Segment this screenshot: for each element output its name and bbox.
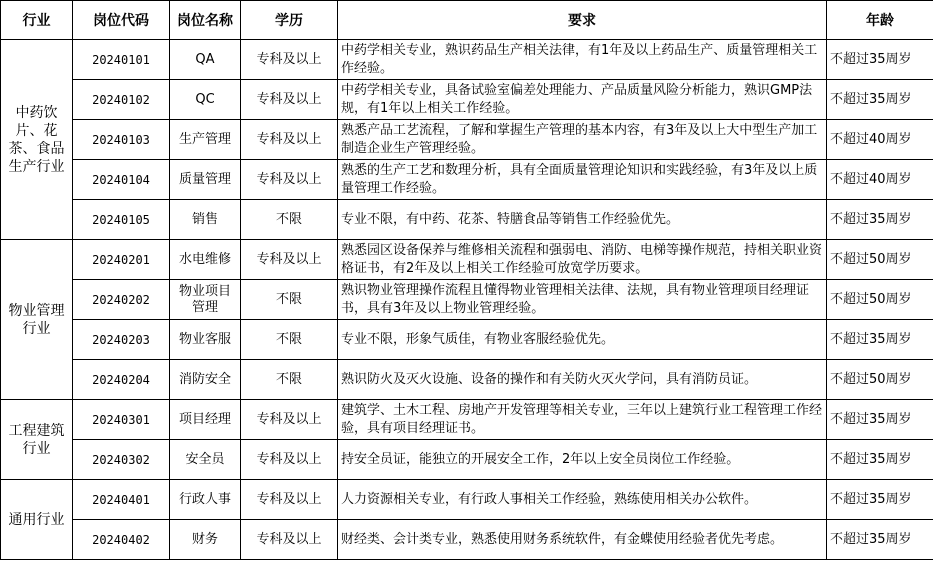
age-cell: 不超过50周岁 [827,240,933,280]
position-name-cell: QC [170,80,241,120]
header-education: 学历 [241,1,338,40]
table-row [1,480,933,520]
age-cell: 不超过50周岁 [827,360,933,400]
position-name-cell: 质量管理 [170,160,241,200]
education-cell: 不限 [241,280,338,320]
table-row [1,400,933,440]
age-cell: 不超过40周岁 [827,120,933,160]
table-body [1,40,933,560]
age-cell: 不超过35周岁 [827,520,933,560]
age-cell: 不超过35周岁 [827,80,933,120]
education-cell: 专科及以上 [241,520,338,560]
position-code-cell: 20240202 [73,280,170,320]
requirement-cell: 熟悉园区设备保养与维修相关流程和强弱电、消防、电梯等操作规范，持相关职业资格证书，有2年及以上相关工作经验可放宽学历要求。 [338,240,827,280]
education-cell: 专科及以上 [241,400,338,440]
education-cell: 专科及以上 [241,80,338,120]
age-cell: 不超过35周岁 [827,320,933,360]
table-row [1,440,933,480]
position-code-cell: 20240105 [73,200,170,240]
position-code-cell: 20240401 [73,480,170,520]
position-name-cell: 消防安全 [170,360,241,400]
position-name-cell: QA [170,40,241,80]
header-requirement: 要求 [338,1,827,40]
education-cell: 专科及以上 [241,440,338,480]
age-cell: 不超过35周岁 [827,200,933,240]
header-industry: 行业 [1,1,73,40]
age-cell: 不超过40周岁 [827,160,933,200]
education-cell: 专科及以上 [241,120,338,160]
position-code-cell: 20240201 [73,240,170,280]
header-row [1,1,933,40]
table-row [1,200,933,240]
table-row [1,360,933,400]
header-age: 年龄 [827,1,933,40]
requirement-cell: 中药学相关专业，熟识药品生产相关法律，有1年及以上药品生产、质量管理相关工作经验。 [338,40,827,80]
education-cell: 不限 [241,320,338,360]
age-cell: 不超过35周岁 [827,40,933,80]
position-name-cell: 生产管理 [170,120,241,160]
education-cell: 专科及以上 [241,240,338,280]
position-code-cell: 20240104 [73,160,170,200]
requirement-cell: 熟悉的生产工艺和数理分析，具有全面质量管理论知识和实践经验，有3年及以上质量管理工作经验。 [338,160,827,200]
position-name-cell: 行政人事 [170,480,241,520]
industry-cell: 物业管理行业 [1,240,73,400]
header-code: 岗位代码 [73,1,170,40]
requirement-cell: 建筑学、土木工程、房地产开发管理等相关专业，三年以上建筑行业工程管理工作经验，具有项目经理证书。 [338,400,827,440]
requirement-cell: 财经类、会计类专业，熟悉使用财务系统软件，有金蝶使用经验者优先考虑。 [338,520,827,560]
position-code-cell: 20240402 [73,520,170,560]
position-code-cell: 20240204 [73,360,170,400]
table-row [1,160,933,200]
position-name-cell: 财务 [170,520,241,560]
requirement-cell: 专业不限，有中药、花茶、特膳食品等销售工作经验优先。 [338,200,827,240]
position-code-cell: 20240101 [73,40,170,80]
table-row [1,280,933,320]
position-name-cell: 项目经理 [170,400,241,440]
education-cell: 专科及以上 [241,40,338,80]
age-cell: 不超过35周岁 [827,400,933,440]
industry-cell: 工程建筑行业 [1,400,73,480]
requirement-cell: 熟悉产品工艺流程，了解和掌握生产管理的基本内容，有3年及以上大中型生产加工制造企业生产管理经验。 [338,120,827,160]
table-row [1,320,933,360]
age-cell: 不超过50周岁 [827,280,933,320]
position-name-cell: 物业客服 [170,320,241,360]
table-row [1,40,933,80]
position-code-cell: 20240302 [73,440,170,480]
education-cell: 不限 [241,360,338,400]
education-cell: 专科及以上 [241,480,338,520]
position-name-cell: 物业项目管理 [170,280,241,320]
education-cell: 专科及以上 [241,160,338,200]
position-code-cell: 20240301 [73,400,170,440]
requirement-cell: 熟识防火及灭火设施、设备的操作和有关防火灭火学问，具有消防员证。 [338,360,827,400]
industry-cell: 中药饮片、花茶、食品生产行业 [1,40,73,240]
position-code-cell: 20240102 [73,80,170,120]
table-row [1,520,933,560]
requirement-cell: 熟识物业管理操作流程且懂得物业管理相关法律、法规，具有物业管理项目经理证书，具有3年及以上物业管理经验。 [338,280,827,320]
age-cell: 不超过35周岁 [827,440,933,480]
position-name-cell: 销售 [170,200,241,240]
education-cell: 不限 [241,200,338,240]
industry-cell: 通用行业 [1,480,73,560]
requirement-cell: 人力资源相关专业，有行政人事相关工作经验，熟练使用相关办公软件。 [338,480,827,520]
table-row [1,120,933,160]
age-cell: 不超过35周岁 [827,480,933,520]
header-name: 岗位名称 [170,1,241,40]
table-row [1,80,933,120]
requirement-cell: 中药学相关专业，具备试验室偏差处理能力、产品质量风险分析能力，熟识GMP法规，有1年以上相关工作经验。 [338,80,827,120]
table-row [1,240,933,280]
position-code-cell: 20240103 [73,120,170,160]
position-name-cell: 安全员 [170,440,241,480]
position-name-cell: 水电维修 [170,240,241,280]
position-code-cell: 20240203 [73,320,170,360]
requirement-cell: 持安全员证，能独立的开展安全工作，2年以上安全员岗位工作经验。 [338,440,827,480]
requirement-cell: 专业不限，形象气质佳，有物业客服经验优先。 [338,320,827,360]
